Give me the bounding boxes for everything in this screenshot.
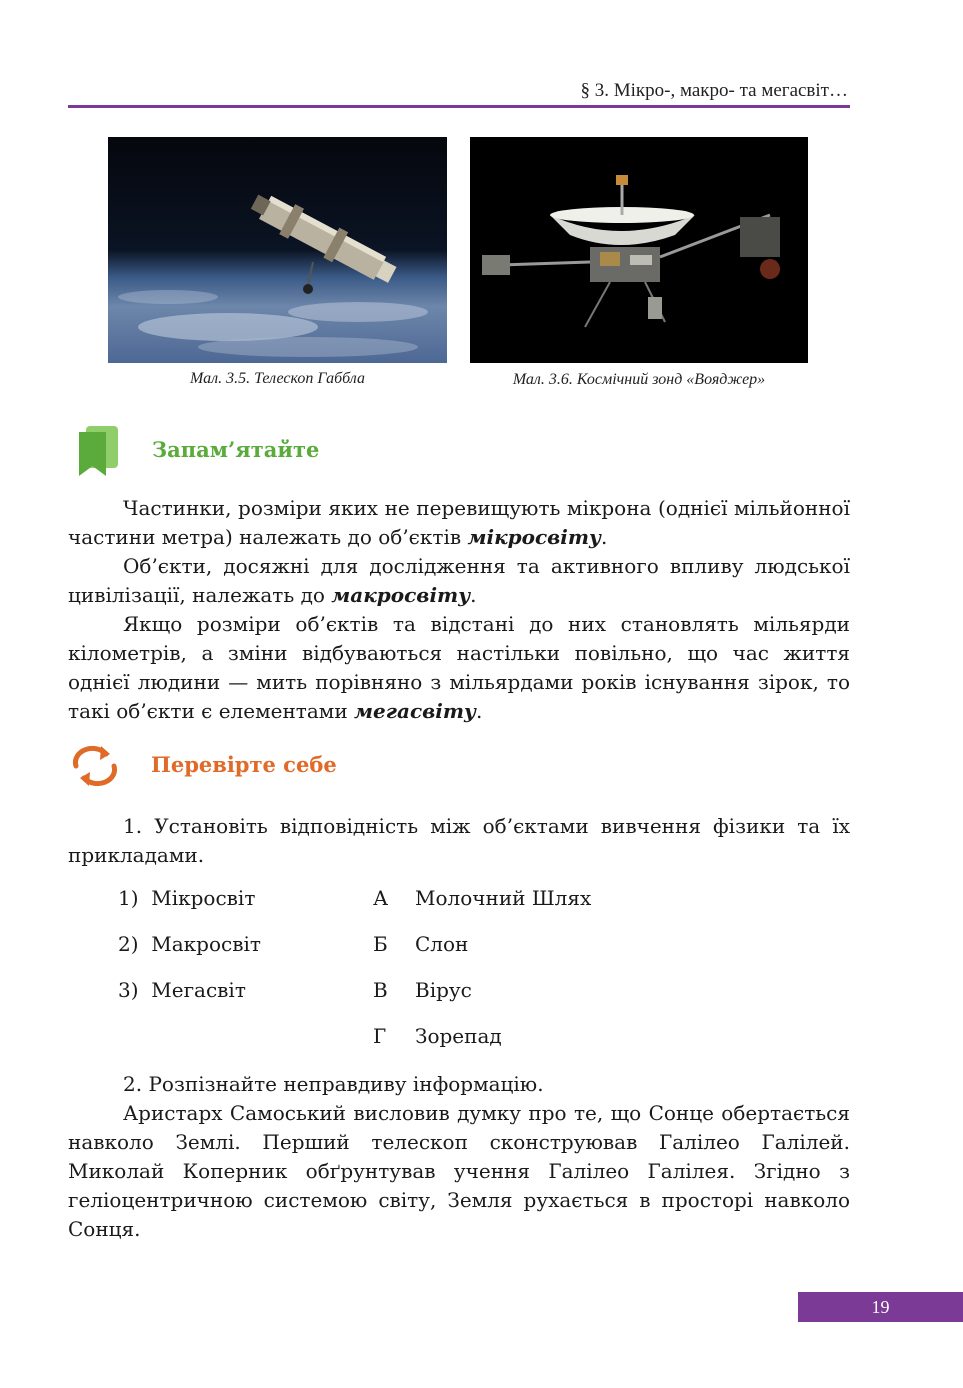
figure-caption-hubble: Мал. 3.5. Телескоп Габбла	[190, 370, 365, 387]
match-left-1: 1) Мікросвіт	[118, 886, 256, 910]
match-right-v-letter: В	[373, 978, 388, 1002]
bookmark-icon	[76, 426, 120, 482]
running-header: § 3. Мікро-, макро- та мегасвіт…	[580, 80, 848, 101]
term-megaworld: мегасвіту	[354, 699, 477, 723]
remember-paragraph-1: Частинки, розміри яких не перевищують мікрона (однієї мільйонної частини метра) належать до об’єктів мікросвіту.	[68, 496, 850, 549]
hubble-telescope-photo	[108, 137, 447, 363]
match-right-g-text: Зорепад	[415, 1024, 502, 1048]
remember-paragraph-2: Об’єкти, досяжні для дослідження та активного впливу людської цивілізації, належать до макросвіту.	[68, 554, 850, 607]
match-right-g-letter: Г	[373, 1024, 387, 1048]
remember-title: Запам’ятайте	[152, 437, 320, 462]
voyager-probe-photo	[470, 137, 808, 363]
figure-caption-voyager: Мал. 3.6. Космічний зонд «Вояджер»	[512, 371, 766, 388]
question-2: 2. Розпізнайте неправдиву інформацію.	[123, 1072, 544, 1096]
match-right-a-text: Молочний Шлях	[415, 886, 592, 910]
page-number: 19	[798, 1292, 963, 1322]
remember-paragraph-3: Якщо розміри об’єктів та відстані до них становлять мільярди кілометрів, а зміни відбуваються настільки повільно, що час життя однієї людини — мить порівняно з мільярдами років існування зірок, то такі об’єкти є елементами мегасвіту.	[68, 612, 850, 723]
repeat-icon	[68, 742, 122, 794]
question-1: 1. Установіть відповідність між об’єктами вивчення фізики та їх прикладами.	[68, 814, 850, 867]
question-2-body: Аристарх Самоський висловив думку про те, що Сонце обертається навколо Землі. Перший телескоп сконструював Галілео Галілей. Миколай Коперник обґрунтував учення Галілео Галілея. Згідно з геліоцентричною системою світу, Земля рухається в просторі навколо Сонця.	[68, 1101, 850, 1241]
match-right-b-letter: Б	[373, 932, 388, 956]
match-left-3: 3) Мегасвіт	[118, 978, 246, 1002]
match-left-2: 2) Макросвіт	[118, 932, 261, 956]
check-title: Перевірте себе	[151, 752, 337, 777]
term-microworld: мікросвіту	[467, 525, 601, 549]
match-right-v-text: Вірус	[415, 978, 472, 1002]
match-right-b-text: Слон	[415, 932, 469, 956]
header-rule	[68, 105, 850, 108]
question-1-number: 1.	[123, 814, 143, 838]
question-2-number: 2.	[123, 1072, 143, 1096]
match-right-a-letter: А	[373, 886, 389, 910]
term-macroworld: макросвіту	[331, 583, 471, 607]
